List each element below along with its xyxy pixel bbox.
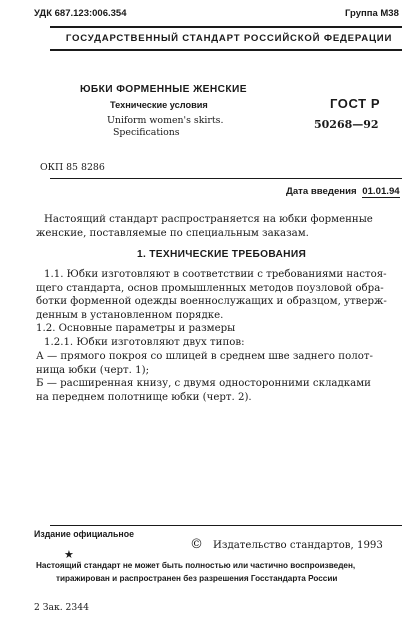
clause-line: 1.2. Основные параметры и размеры [36, 323, 236, 334]
intro-line: Настоящий стандарт распространяется на юбки форменные [44, 214, 373, 225]
gost-number: 50268—92 [314, 118, 379, 131]
standard-organization: ГОСУДАРСТВЕННЫЙ СТАНДАРТ РОССИЙСКОЙ ФЕДЕРАЦИИ [65, 33, 393, 44]
type-a-description [36, 350, 402, 377]
copyright-text: Издательство стандартов, 1993 [213, 540, 383, 551]
clause-line: А — прямого покроя со шлицей в среднем шве заднего полот- [36, 351, 373, 362]
clause-line: 1.2.1. Юбки изготовляют двух типов: [44, 336, 245, 348]
intro-date-value: 01.01.94 [362, 186, 400, 197]
clause-1-2 [36, 322, 402, 349]
clause-1-1 [36, 268, 402, 322]
intro-date [286, 186, 400, 197]
english-title-line1: Uniform women's skirts. [107, 115, 224, 126]
english-title-line2: Specifications [113, 127, 180, 138]
star-icon: ★ [64, 548, 74, 561]
clause-line: денным в установленном порядке. [36, 309, 224, 321]
clause-line: Б — расширенная книзу, с двумя односторонними складками [36, 378, 371, 389]
header-top-rule [50, 26, 402, 28]
copyright-icon: © [190, 537, 203, 552]
clause-line: щего стандарта, основ промышленных методов поузловой обра- [36, 282, 384, 294]
clause-line: нища юбки (черт. 1); [36, 364, 150, 376]
official-edition-label: Издание официальное [34, 529, 134, 539]
document-subtitle: Технические условия [110, 100, 208, 110]
intro-date-label: Дата введения [286, 186, 357, 197]
type-b-description [36, 377, 402, 404]
clause-line: ботки форменной одежды военнослужащих и образцом, утверж- [36, 296, 387, 308]
section-heading: 1. ТЕХНИЧЕСКИЕ ТРЕБОВАНИЯ [137, 249, 307, 260]
intro-paragraph [36, 213, 402, 240]
clause-line: 1.1. Юбки изготовляют в соответствии с требованиями настоя- [44, 269, 387, 280]
group-code: Группа М38 [345, 8, 399, 19]
reproduction-notice-line2: тиражирован и распространен без разрешения Госстандарта России [56, 574, 338, 583]
okp-rule [50, 178, 402, 179]
gost-label: ГОСТ Р [330, 96, 381, 111]
reproduction-notice-line1: Настоящий стандарт не может быть полностью или частично воспроизведен, [36, 561, 356, 570]
udk-code: УДК 687.123:006.354 [34, 8, 127, 19]
header-bottom-rule [50, 49, 402, 51]
document-title: ЮБКИ ФОРМЕННЫЕ ЖЕНСКИЕ [80, 84, 247, 95]
intro-line: женские, поставляемые по специальным заказам. [36, 227, 309, 239]
footer-rule [50, 525, 402, 526]
clause-line: на переднем полотнище юбки (черт. 2). [36, 391, 252, 403]
print-order-number: 2 Зак. 2344 [34, 602, 89, 613]
okp-code: ОКП 85 8286 [40, 162, 105, 173]
